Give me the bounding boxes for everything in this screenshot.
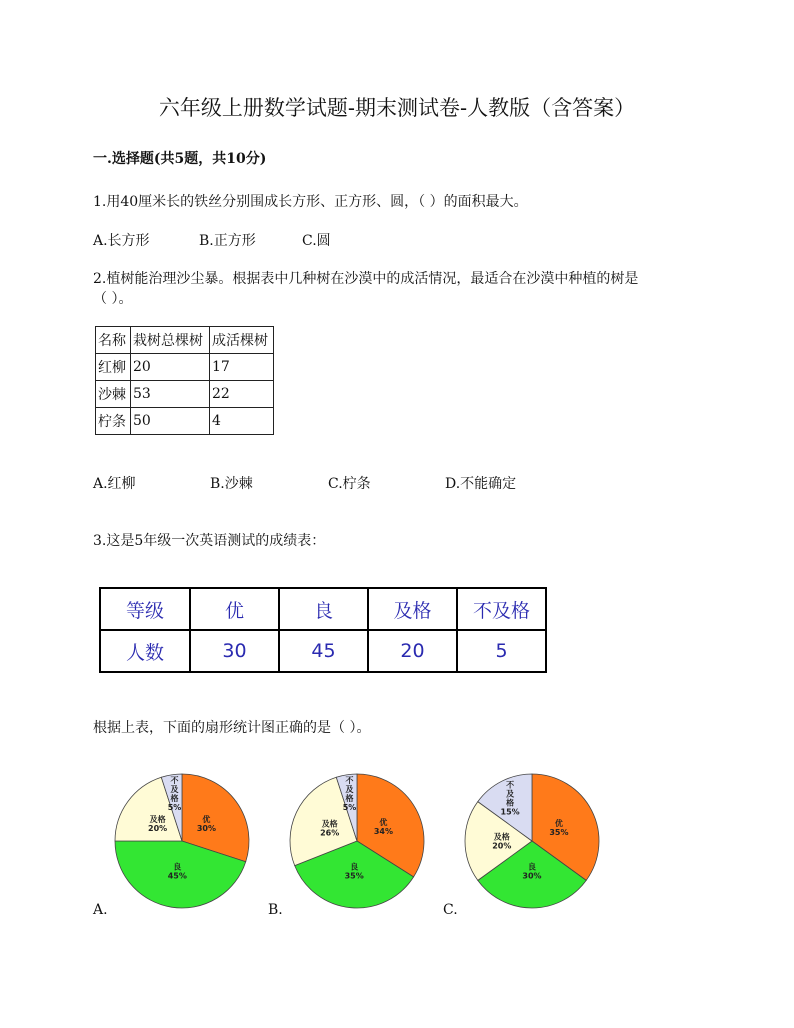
pie-slice-percent-label: 26% — [320, 828, 340, 838]
pie-slice-name-label: 优 — [379, 818, 388, 827]
pie-slice-name-label: 不 — [170, 775, 179, 785]
table-cell: 20 — [131, 354, 210, 381]
q3-option-a-label: A. — [93, 902, 108, 918]
q1-option-c: C.圆 — [302, 233, 331, 249]
q2-option-c: C.柠条 — [328, 476, 371, 492]
pie-slice-name-label: 优 — [554, 818, 563, 828]
pie-slice-name-label: 及 — [170, 784, 179, 794]
pie-slice-name-label: 及格 — [493, 832, 510, 842]
table-header-row — [100, 588, 546, 630]
question-3-prompt: 根据上表，下面的扇形统计图正确的是（ ）。 — [93, 720, 371, 736]
table-cell: 45 — [279, 630, 368, 672]
question-2-text: 2.植树能治理沙尘暴。根据表中几种树在沙漠中的成活情况，最适合在沙漠中种植的树是 — [93, 271, 639, 287]
table-header-row — [96, 327, 274, 354]
pie-slice-name-label: 及格 — [321, 819, 338, 829]
pie-slice-name-label: 格 — [506, 798, 515, 808]
table-header-cell: 及格 — [368, 588, 457, 630]
pie-slice-name-label: 良 — [528, 862, 536, 872]
table-cell: 柠条 — [96, 408, 131, 435]
pie-slice-name-label: 不 — [506, 780, 515, 790]
question-2-blank: （ ）。 — [93, 291, 133, 307]
pie-slice-percent-label: 45% — [167, 871, 187, 881]
tree-survival-table — [95, 326, 274, 435]
q3-option-c-label: C. — [443, 902, 458, 918]
question-1-text: 1.用40厘米长的铁丝分别围成长方形、正方形、圆，（ ）的面积最大。 — [93, 194, 528, 210]
pie-slice-percent-label: 30% — [196, 823, 216, 833]
table-row — [96, 381, 274, 408]
table-header-cell: 优 — [190, 588, 279, 630]
pie-slice-name-label: 不 — [345, 775, 354, 785]
pie-slice-percent-label: 5% — [167, 802, 182, 812]
table-header-cell: 成活棵树 — [210, 327, 274, 354]
table-cell: 红柳 — [96, 354, 131, 381]
pie-slice-name-label: 良 — [173, 862, 182, 872]
pie-slice-percent-label: 20% — [492, 841, 512, 851]
pie-slice-name-label: 格 — [170, 793, 179, 803]
table-cell: 5 — [457, 630, 546, 672]
pie-slice-name-label: 及格 — [149, 814, 166, 824]
pie-slice-percent-label: 35% — [549, 827, 569, 837]
table-row — [96, 354, 274, 381]
table-cell: 22 — [210, 381, 274, 408]
pie-slice-name-label: 格 — [345, 793, 354, 803]
table-row — [96, 408, 274, 435]
table-cell: 17 — [210, 354, 274, 381]
q2-option-a: A.红柳 — [93, 476, 136, 492]
pie-chart-a — [110, 772, 255, 912]
pie-slice-name-label: 及 — [345, 784, 354, 794]
pie-slice-name-label: 良 — [350, 862, 359, 872]
table-header-cell: 良 — [279, 588, 368, 630]
q2-option-d: D.不能确定 — [445, 476, 517, 492]
q1-option-a: A.长方形 — [93, 233, 150, 249]
table-row — [100, 630, 546, 672]
pie-chart-b — [285, 772, 430, 912]
question-3-text: 3.这是5年级一次英语测试的成绩表： — [93, 533, 326, 549]
table-cell: 4 — [210, 408, 274, 435]
score-table — [99, 587, 547, 673]
pie-slice-percent-label: 20% — [148, 823, 168, 833]
table-cell: 50 — [131, 408, 210, 435]
pie-slice-percent-label: 34% — [373, 827, 393, 836]
table-header-cell: 不及格 — [457, 588, 546, 630]
table-cell: 30 — [190, 630, 279, 672]
section-heading: 一.选择题(共5题，共10分) — [93, 151, 267, 167]
pie-slice-percent-label: 15% — [500, 807, 520, 817]
pie-slice-percent-label: 30% — [522, 871, 542, 881]
table-cell: 20 — [368, 630, 457, 672]
table-header-cell: 等级 — [100, 588, 190, 630]
pie-slice-name-label: 及 — [506, 789, 515, 799]
table-cell: 53 — [131, 381, 210, 408]
pie-slice-percent-label: 5% — [342, 802, 357, 812]
q1-option-b: B.正方形 — [199, 233, 256, 249]
q2-option-b: B.沙棘 — [210, 476, 253, 492]
table-header-cell: 栽树总棵树 — [131, 327, 210, 354]
table-cell: 人数 — [100, 630, 190, 672]
pie-slice-percent-label: 35% — [344, 871, 364, 881]
table-header-cell: 名称 — [96, 327, 131, 354]
page-title: 六年级上册数学试题-期末测试卷-人教版（含答案） — [158, 96, 636, 120]
pie-chart-c — [460, 772, 605, 912]
q3-option-b-label: B. — [268, 902, 283, 918]
pie-slice-name-label: 优 — [202, 814, 211, 824]
table-cell: 沙棘 — [96, 381, 131, 408]
